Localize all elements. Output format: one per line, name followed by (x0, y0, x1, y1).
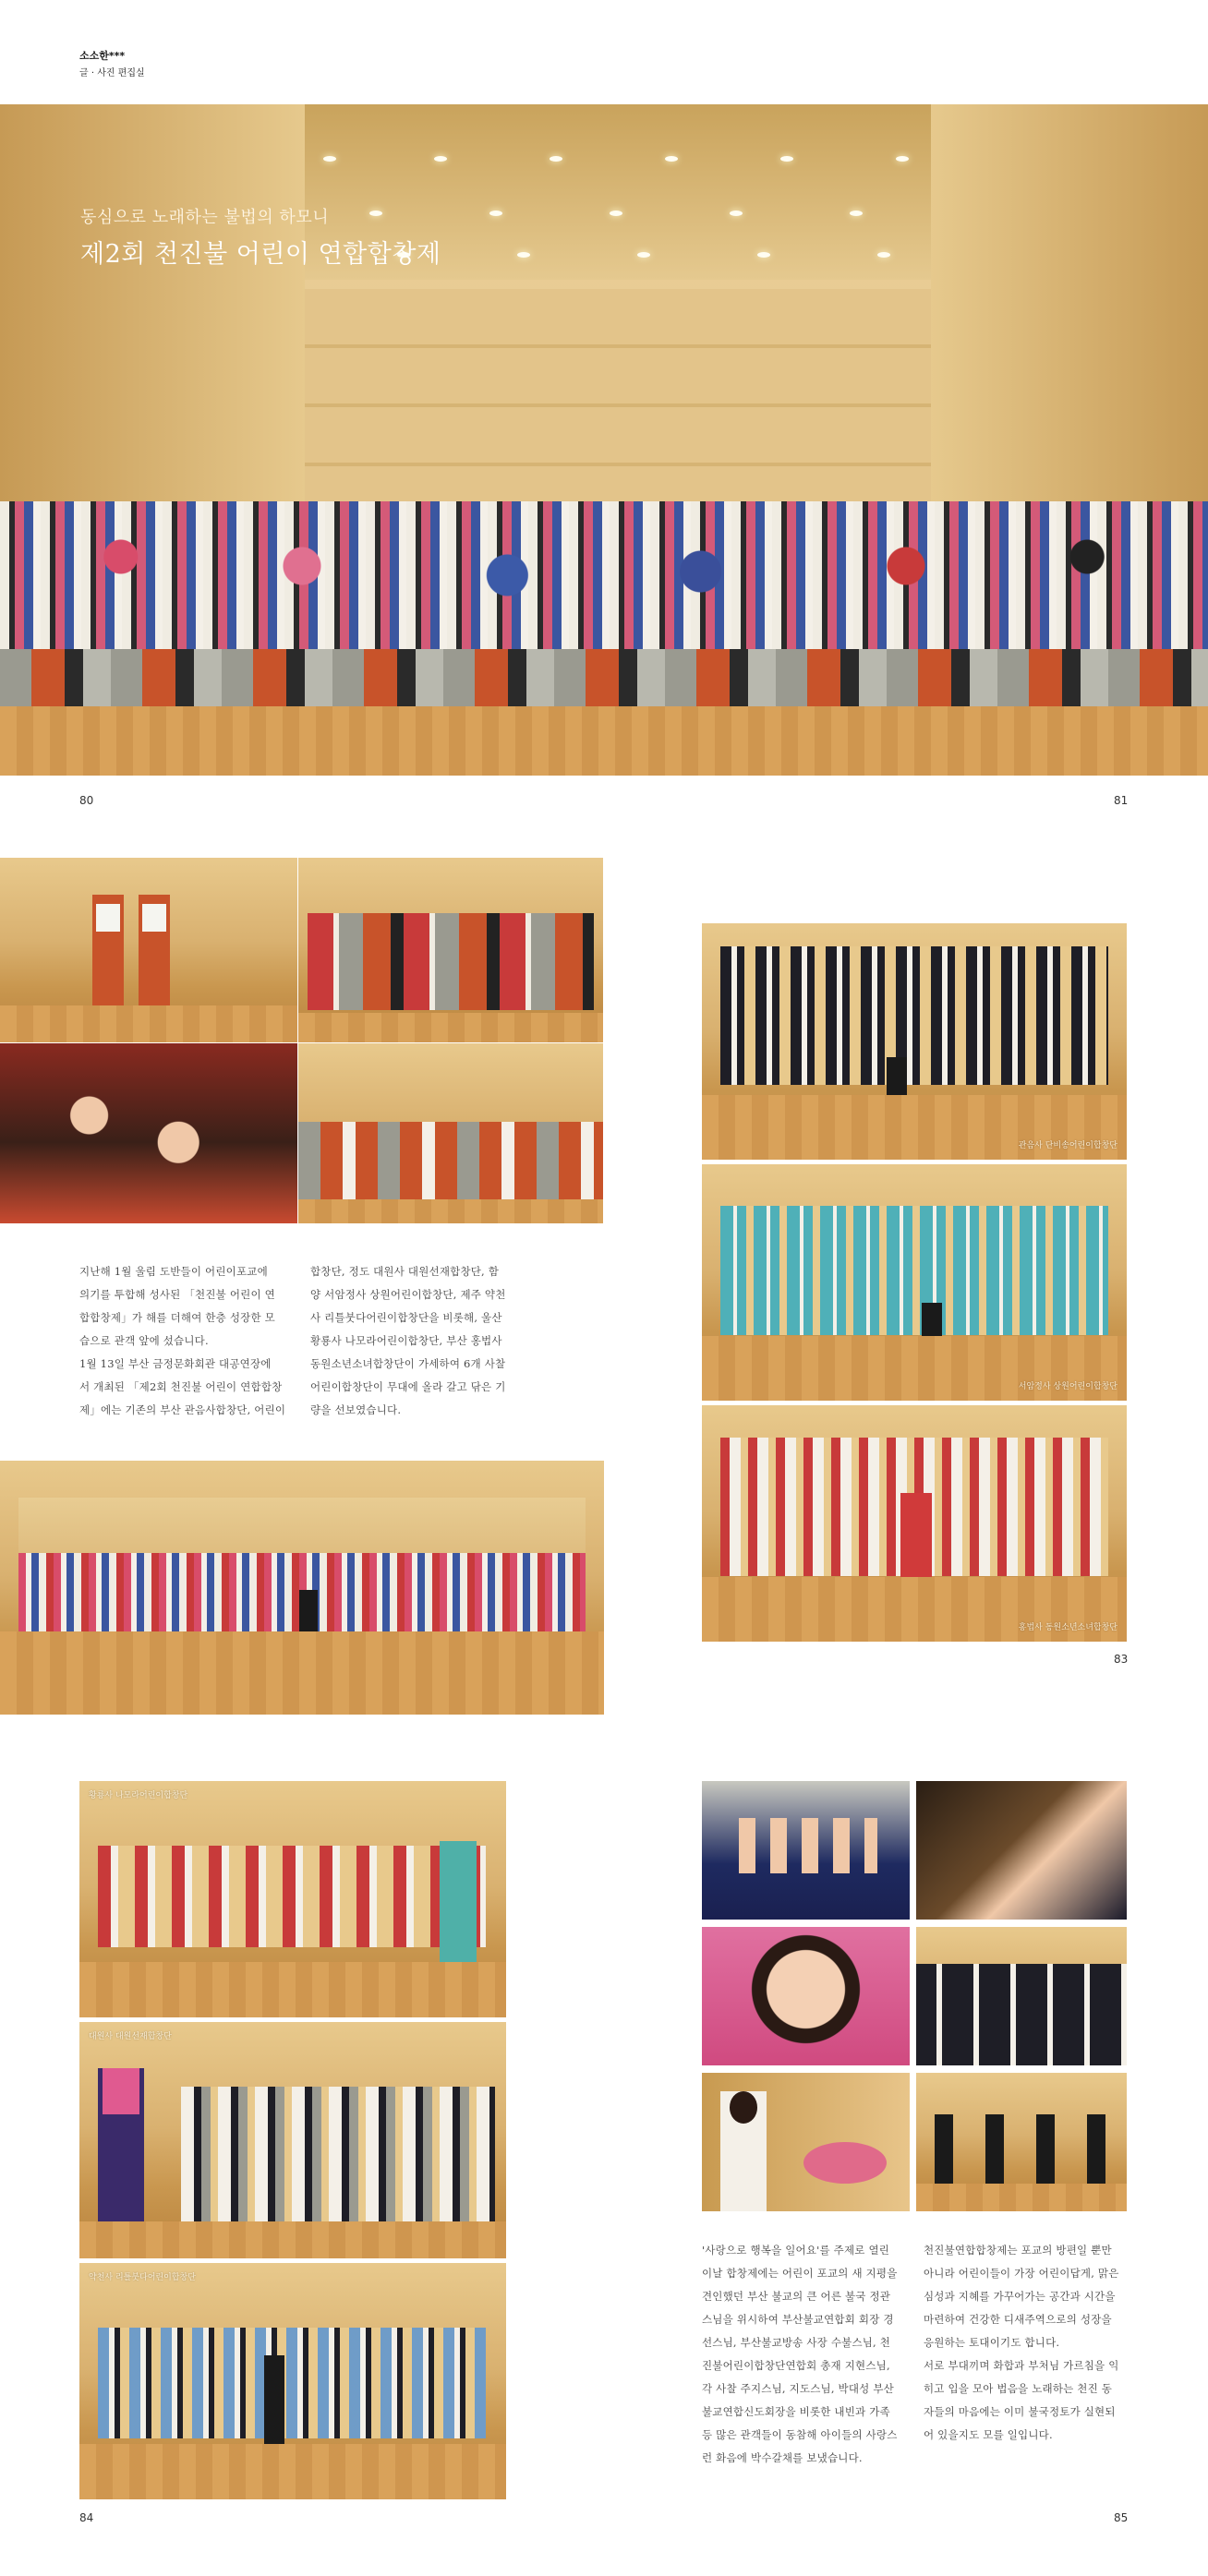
hero-subtitle: 동심으로 노래하는 불법의 하모니 (80, 208, 330, 227)
photo-speaker (702, 2073, 910, 2211)
photo-performers (916, 2073, 1127, 2211)
choir-3-caption: 홍법사 동원소년소녀합창단 (1018, 1623, 1117, 1632)
choir-4-caption: 황룡사 나모라어린이합창단 (89, 1791, 188, 1800)
photo-monks-children (298, 1043, 603, 1223)
article1-column-2: 합창단, 정도 대원사 대원선재합창단, 함 양 서암정사 상원어린이합창단, 제주 약천 사 리틀붓다어린이합창단을 비롯해, 울산 황룡사 나모라어린이합창단, 부산 홍법사 동원소년소녀합창단이 가세하여 6개 사찰 어린이합창단이 무대에 올라 갈고 닦은 기 량을 선보였습니다. (310, 1265, 506, 1416)
ceiling-light (517, 252, 530, 258)
article2-column-2: 천진불연합합창제는 포교의 방편일 뿐만 아니라 어린이들이 가장 어린이답게, 맑은 심성과 지혜를 가꾸어가는 공간과 시간을 마련하여 건강한 디새주역으로의 성장을 응원하는 토대이기도 합니다. 서로 부대끼며 화합과 부처님 가르침을 익 히고 입을 모아 법음을 노래하는 천진 동 자들의 마음에는 이미 불국정토가 실현되 어 있을지도 모를 일입니다. (924, 2244, 1119, 2441)
photo-guests-with-plaques (298, 858, 603, 1042)
ceiling-light (850, 211, 863, 216)
photo-choir-4 (79, 1781, 506, 2017)
page-number-83: 83 (1114, 1653, 1129, 1666)
photo-choir-2 (702, 1164, 1127, 1401)
photo-audience (0, 1043, 297, 1223)
photo-monks-certificates (0, 858, 297, 1042)
photo-choir-6 (79, 2263, 506, 2499)
photo-children-uniform (916, 1927, 1127, 2065)
photo-makeup (916, 1781, 1127, 1920)
ceiling-light (896, 156, 909, 162)
ceiling-light (323, 156, 336, 162)
ceiling-light (610, 211, 622, 216)
photo-choir-1 (702, 923, 1127, 1160)
ceiling-light (877, 252, 890, 258)
choir-2-caption: 서암정사 상원어린이합창단 (1018, 1382, 1117, 1391)
choir-6-caption: 약천사 리틀붓다어린이합창단 (89, 2273, 196, 2282)
section-tag: 소소한*** (79, 50, 126, 62)
ceiling-light (730, 211, 743, 216)
ceiling-light (550, 156, 562, 162)
ceiling-light (757, 252, 770, 258)
ceiling-light (780, 156, 793, 162)
photo-combined-choir (0, 1461, 604, 1715)
choir-1-caption: 관음사 단비송어린이합창단 (1018, 1141, 1117, 1150)
ceiling-light (369, 211, 382, 216)
photo-choir-5 (79, 2022, 506, 2258)
article1-column-1: 지난해 1월 울림 도반들이 어린이포교에 의기를 투합해 성사된 「천진불 어린이 연 합합창제」가 해를 더해여 한층 성장한 모 습으로 관객 앞에 섰습니다. 1월 13일 부산 금정문화회관 대공연장에 서 개최된 「제2회 천진불 어린이 연합합창 제」에는 기존의 부산 관음사합창단, 어린이 (79, 1265, 286, 1416)
hero-group-photo (0, 104, 1208, 776)
stage-floor (0, 706, 1208, 776)
article2-column-1: '사랑으로 행복을 일어요'를 주제로 열린 이날 합창제에는 어린이 포교의 새 지평을 견인했던 부산 불교의 큰 어른 불국 정관 스님을 위시하여 부산불교연합회 회장 경 선스님, 부산불교방송 사장 수불스님, 천 진불어린이합창단연합회 총재 지현스님, 각 사찰 주지스님, 지도스님, 박대성 부산 불교연합신도회장을 비롯한 내빈과 가족 등 많은 관객들이 동참해 아이들의 사랑스 런 화음에 박수갈채를 보냈습니다. (702, 2244, 898, 2464)
page-number-81: 81 (1114, 794, 1129, 807)
page-number-80: 80 (79, 794, 94, 807)
ceiling-light (489, 211, 502, 216)
ceiling-light (434, 156, 447, 162)
page-number-84: 84 (79, 2511, 94, 2524)
hero-title: 제2회 천진불 어린이 연합합창제 (80, 240, 441, 269)
photo-girl-singing (702, 1927, 910, 2065)
page-number-85: 85 (1114, 2511, 1129, 2524)
photo-choir-3 (702, 1405, 1127, 1642)
ceiling-light (637, 252, 650, 258)
credit-line: 글 · 사진 편집실 (79, 68, 145, 78)
photo-children-hanbok (702, 1781, 910, 1920)
ceiling-light (665, 156, 678, 162)
choir-5-caption: 대원사 대원선재합창단 (89, 2032, 172, 2041)
